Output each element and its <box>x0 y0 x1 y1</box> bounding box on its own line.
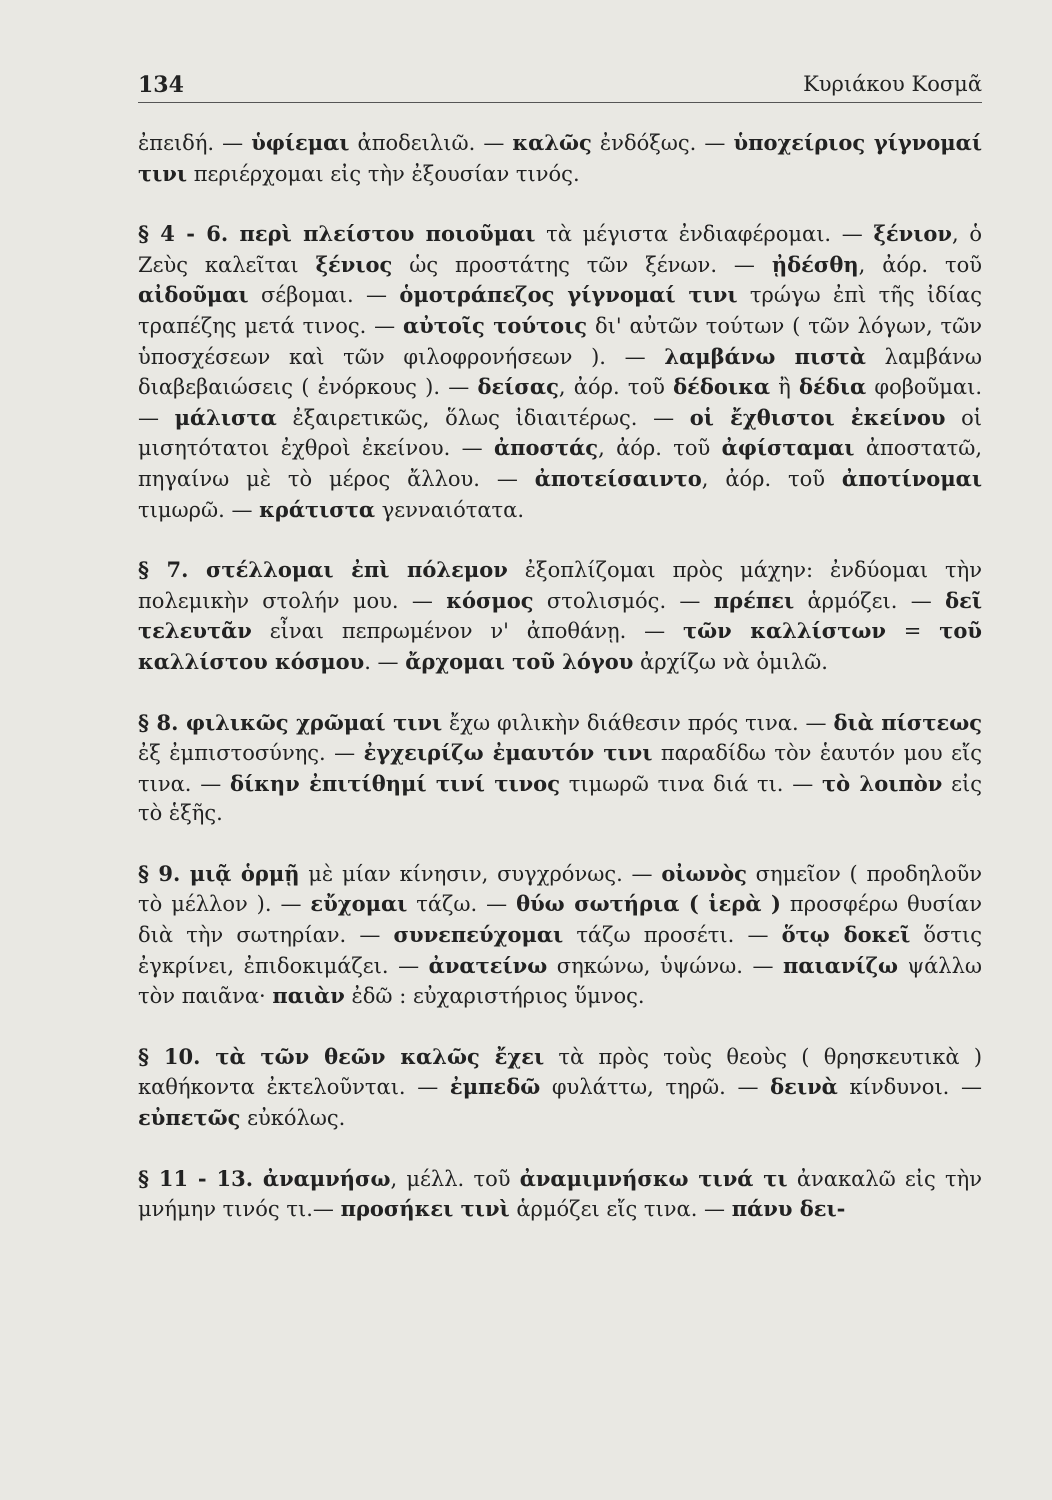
headword: ὑφίεμαι <box>251 130 350 155</box>
gloss-text: σηκώνω, ὑψώνω. — <box>547 953 784 978</box>
headword: τὰ τῶν θεῶν καλῶς ἔχει <box>215 1043 545 1069</box>
section-number: § 8. <box>138 709 186 735</box>
paragraph <box>138 219 982 525</box>
gloss-text: κίνδυνοι. — <box>837 1075 983 1100</box>
gloss-text: . — <box>364 649 406 674</box>
gloss-text: ἐνδόξως. — <box>591 131 734 155</box>
gloss-text: ἢ <box>769 375 800 400</box>
headword: εὐπετῶς <box>138 1105 241 1131</box>
gloss-text: ἐξ ἐμπιστοσύνης. — <box>138 741 364 766</box>
section-number: § 7. <box>138 557 207 583</box>
paragraph <box>138 708 982 829</box>
headword: στέλλομαι ἐπὶ πόλεμον <box>206 557 508 583</box>
paragraph <box>138 1042 982 1134</box>
gloss-text: ἀποδειλιῶ. — <box>349 131 513 155</box>
gloss-text: ἁρμόζει εἴς τινα. — <box>509 1197 732 1222</box>
paragraph <box>138 555 982 677</box>
gloss-text: , ἀόρ. τοῦ <box>858 252 982 277</box>
headword: δέδια <box>799 374 867 400</box>
gloss-text: ὅστις ἐγκρίνει, ἐπιδοκιμάζει. — <box>138 923 982 978</box>
gloss-text: παραδίδω τὸν ἑαυτόν μου εἴς τινα. — <box>138 741 982 796</box>
gloss-text: , ἀόρ. τοῦ <box>598 436 722 461</box>
gloss-text: τὰ πρὸς τοὺς θεοὺς ( θρησκευτικὰ ) καθήκοντα ἐκτελοῦνται. — <box>138 1044 983 1100</box>
paragraph <box>138 128 982 189</box>
headword: αὐτοῖς τούτοις <box>403 312 588 338</box>
headword: λαμβάνω πιστὰ <box>664 343 866 369</box>
headword: κράτιστα <box>259 496 376 522</box>
gloss-text: γενναιότατα. <box>375 497 525 522</box>
gloss-text: σέβομαι. — <box>248 283 400 308</box>
headword: οἱ ἔχθιστοι ἐκείνου <box>689 404 946 430</box>
body-text <box>138 128 982 1255</box>
headword: ξένιον <box>873 221 952 247</box>
gloss-text: , ἀόρ. τοῦ <box>701 466 842 491</box>
headword: τὸ λοιπὸν <box>821 770 943 796</box>
headword: φιλικῶς χρῶμαί τινι <box>185 709 443 735</box>
headword: μιᾷ ὁρμῇ <box>189 860 300 886</box>
headword: τοῦ καλλίστου κόσμου <box>138 618 982 674</box>
gloss-text: δι' αὐτῶν τούτων ( τῶν λόγων, τῶν ὑποσχέσεων καὶ τῶν φιλοφρονήσεων ). — <box>138 313 983 369</box>
gloss-text: , ὁ Ζεὺς καλεῖται <box>138 222 982 277</box>
gloss-text: ἀρχίζω νὰ ὁμιλῶ. <box>633 649 828 674</box>
headword: ᾐδέσθη <box>771 251 859 277</box>
page-number: 134 <box>138 72 184 98</box>
headword: μάλιστα <box>174 404 277 430</box>
gloss-text: εὐκόλως. <box>240 1106 346 1131</box>
headword: πάνυ δει- <box>731 1196 846 1222</box>
headword: εὔχομαι <box>310 891 408 917</box>
gloss-text: τιμωρῶ τινα διά τι. — <box>559 771 822 796</box>
headword: δεινὰ <box>770 1074 838 1100</box>
headword: ἀποτίνομαι <box>841 465 983 491</box>
gloss-text: ἐξοπλίζομαι πρὸς μάχην: ἐνδύομαι τὴν πολεμικὴν στολήν μου. — <box>138 558 983 613</box>
gloss-text: , ἀόρ. τοῦ <box>558 375 674 400</box>
gloss-text: προσφέρω θυσίαν διὰ τὴν σωτηρίαν. — <box>138 892 982 948</box>
gloss-text: τάζω προσέτι. — <box>563 923 782 948</box>
gloss-text: ἐδῶ : εὐχαριστήριος ὕμνος. <box>344 984 645 1009</box>
headword: δέδοικα <box>673 374 770 400</box>
headword: οἰωνὸς <box>661 860 747 886</box>
paragraph <box>138 859 982 1012</box>
gloss-text: τρώγω ἐπὶ τῆς ἰδίας τραπέζης μετά τινος. — <box>138 283 983 338</box>
running-title: Κυριάκου Κοσμᾶ <box>803 72 982 96</box>
gloss-text: σημεῖον ( προδηλοῦν τὸ μέλλον ). — <box>138 861 983 917</box>
headword: καλῶς <box>512 130 592 155</box>
headword: ἐγχειρίζω ἐμαυτόν τινι <box>363 740 653 766</box>
section-number: § 10. <box>138 1043 216 1069</box>
headword: πρέπει <box>713 587 795 613</box>
headword: τῶν καλλίστων <box>683 618 886 644</box>
headword: περὶ πλείστου ποιοῦμαι <box>239 221 536 247</box>
section-number: § 11 - 13. <box>138 1165 263 1191</box>
headword: ξένιος <box>315 251 393 277</box>
headword: ἀνατείνω <box>428 952 548 978</box>
gloss-text: περιέρχομαι εἰς τὴν ἐξουσίαν τινός. <box>187 161 580 186</box>
headword: κόσμος <box>446 587 534 613</box>
gloss-text: ὡς προστάτης τῶν ξένων. — <box>392 252 772 277</box>
paragraph <box>138 1164 982 1225</box>
gloss-text: εἰς τὸ ἑξῆς. <box>138 771 982 826</box>
headword: δεῖ τελευτᾶν <box>138 587 982 644</box>
gloss-text: ψάλλω τὸν παιᾶνα· <box>138 953 982 1009</box>
gloss-text: φοβοῦμαι. — <box>138 375 983 430</box>
headword: συνεπεύχομαι <box>393 922 564 948</box>
gloss-text: , μέλλ. τοῦ <box>390 1166 520 1191</box>
gloss-text: τιμωρῶ. — <box>138 497 260 522</box>
gloss-text: τὰ μέγιστα ἐνδιαφέρομαι. — <box>535 222 874 247</box>
headword: αἰδοῦμαι <box>138 282 249 308</box>
section-number: § 9. <box>138 860 190 886</box>
headword: προσήκει τινὶ <box>340 1196 510 1222</box>
headword: ἀφίσταμαι <box>721 435 855 461</box>
headword: ἐμπεδῶ <box>449 1074 541 1100</box>
gloss-text: ἐπειδή. — <box>138 131 252 155</box>
gloss-text: εἶναι πεπρωμένον ν' ἀποθάνῃ. — <box>251 619 684 644</box>
headword: ἀποστάς <box>493 435 599 461</box>
gloss-text: λαμβάνω διαβεβαιώσεις ( ἐνόρκους ). — <box>138 344 983 400</box>
headword: ἄρχομαι τοῦ λόγου <box>405 648 634 674</box>
gloss-text: φυλάττω, τηρῶ. — <box>540 1075 771 1100</box>
headword: δείσας <box>477 374 559 400</box>
headword: ὁμοτράπεζος γίγνομαί τινι <box>399 282 738 308</box>
headword: ἀναμιμνήσκω τινά τι <box>519 1165 788 1191</box>
gloss-text: μὲ μίαν κίνησιν, συγχρόνως. — <box>299 861 662 886</box>
gloss-text: ἔχω φιλικὴν διάθεσιν πρός τινα. — <box>442 710 834 735</box>
headword: ἀναμνήσω <box>262 1165 391 1191</box>
headword: παιὰν <box>272 983 345 1009</box>
section-number: § 4 - 6. <box>138 221 240 247</box>
headword: ἀποτείσαιντο <box>534 465 702 491</box>
gloss-text: = <box>885 619 940 644</box>
page-header <box>138 62 982 103</box>
headword: δίκην ἐπιτίθημί τινί τινος <box>229 770 560 796</box>
headword: ὅτῳ δοκεῖ <box>781 922 911 948</box>
headword: θύω σωτήρια ( ἱερὰ ) <box>516 891 781 917</box>
gloss-text: στολισμός. — <box>533 588 714 613</box>
gloss-text: τάζω. — <box>407 892 517 917</box>
gloss-text: ἁρμόζει. — <box>794 588 946 613</box>
headword: διὰ πίστεως <box>833 709 982 735</box>
headword: παιανίζω <box>783 952 899 978</box>
gloss-text: ἀποστατῶ, πηγαίνω μὲ τὸ μέρος ἄλλου. — <box>138 436 982 491</box>
gloss-text: οἱ μισητότατοι ἐχθροὶ ἐκείνου. — <box>138 405 982 461</box>
gloss-text: ἀνακαλῶ εἰς τὴν μνήμην τινός τι.— <box>138 1166 982 1222</box>
headword: ὑποχείριος γίγνομαί τινι <box>138 130 982 186</box>
gloss-text: ἐξαιρετικῶς, ὅλως ἰδιαιτέρως. — <box>276 405 690 430</box>
